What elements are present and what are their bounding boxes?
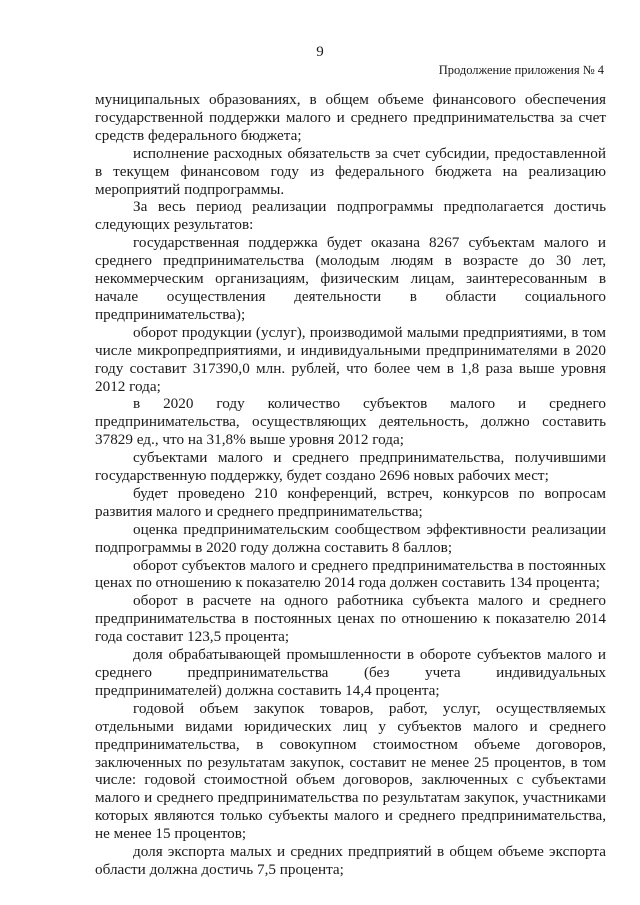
appendix-continuation-note: Продолжение приложения № 4 [438,63,604,77]
paragraph: субъектами малого и среднего предпринимательства, получившими государственную поддержку, будет создано 2696 новых рабочих мест; [95,449,606,485]
paragraph: исполнение расходных обязательств за счет субсидии, предоставленной в текущем финансовом году из федерального бюджета на реализацию мероприятий подпрограммы. [95,144,606,198]
paragraph: оборот субъектов малого и среднего предпринимательства в постоянных ценах по отношению к показателю 2014 года должен составить 134 процента; [95,556,606,592]
paragraph: в 2020 году количество субъектов малого и среднего предпринимательства, осуществляющих деятельность, должно составить 37829 ед., что на 31,8% выше уровня 2012 года; [95,395,606,449]
paragraph: оборот продукции (услуг), производимой малыми предприятиями, в том числе микропредприятиями, и индивидуальными предпринимателями в 2020 году составит 317390,0 млн. рублей, что более чем в 1,8 раза выше уровня 2012 года; [95,323,606,395]
paragraph: государственная поддержка будет оказана 8267 субъектам малого и среднего предпринимательства (молодым людям в возрасте до 30 лет, некоммерческим организациям, физическим лицам, заинтересованным в начале осуществления деятельности в области социального предпринимательства); [95,234,606,323]
paragraph: муниципальных образованиях, в общем объеме финансового обеспечения государственной поддержки малого и среднего предпринимательства за счет средств федерального бюджета; [95,91,606,144]
body-text [95,91,606,879]
paragraph: доля обрабатывающей промышленности в обороте субъектов малого и среднего предпринимательства (без учета индивидуальных предпринимателей) должна составить 14,4 процента; [95,646,606,699]
paragraph: будет проведено 210 конференций, встреч, конкурсов по вопросам развития малого и среднего предпринимательства; [95,484,606,520]
paragraph: оборот в расчете на одного работника субъекта малого и среднего предпринимательства в постоянных ценах по отношению к показателю 2014 года составит 123,5 процента; [95,592,606,646]
paragraph: годовой объем закупок товаров, работ, услуг, осуществляемых отдельными видами юридических лиц у субъектов малого и среднего предпринимательства, в совокупном стоимостном объеме договоров, заключенных по результатам закупок, составит не менее 25 процентов, в том числе: годовой стоимостной объем договоров, заключенных с субъектами малого и среднего предпринимательства по результатам закупок, участниками которых являются только субъекты малого и среднего предпринимательства, не менее 15 процентов; [95,699,606,843]
paragraph: доля экспорта малых и средних предприятий в общем объеме экспорта области должна достичь 7,5 процента; [95,843,606,878]
paragraph: оценка предпринимательским сообществом эффективности реализации подпрограммы в 2020 году должна составить 8 баллов; [95,520,606,556]
page-number: 9 [316,44,324,60]
paragraph: За весь период реализации подпрограммы предполагается достичь следующих результатов: [95,198,606,234]
